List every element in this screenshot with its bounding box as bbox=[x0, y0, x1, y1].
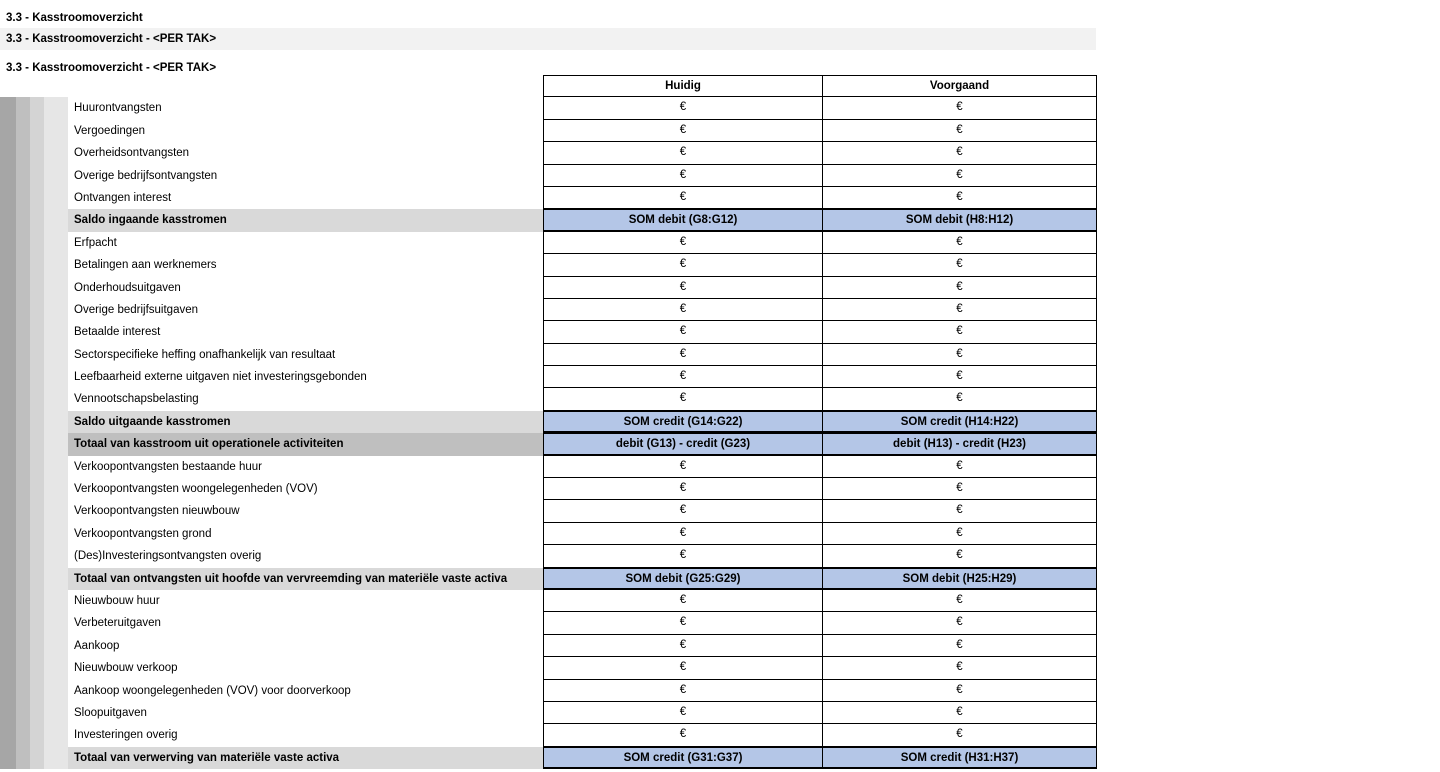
row-label[interactable]: Verkoopontvangsten nieuwbouw bbox=[68, 500, 543, 522]
current-value-cell[interactable]: € bbox=[543, 299, 822, 321]
previous-value-cell[interactable]: € bbox=[822, 299, 1097, 321]
current-value-cell[interactable]: € bbox=[543, 321, 822, 343]
total-row bbox=[68, 747, 1097, 769]
current-value-cell[interactable]: € bbox=[543, 612, 822, 634]
row-label[interactable]: Overheidsontvangsten bbox=[68, 142, 543, 164]
sheet-title: 3.3 - Kasstroomoverzicht bbox=[6, 12, 143, 24]
row-label[interactable]: Vergoedingen bbox=[68, 120, 543, 142]
current-value-cell[interactable]: € bbox=[543, 165, 822, 187]
row-label[interactable]: Vennootschapsbelasting bbox=[68, 388, 543, 410]
total-row bbox=[68, 209, 1097, 231]
table-row bbox=[68, 277, 1097, 299]
table-row bbox=[68, 545, 1097, 567]
row-label[interactable]: Totaal van kasstroom uit operationele activiteiten bbox=[68, 433, 543, 455]
row-label[interactable]: Betalingen aan werknemers bbox=[68, 254, 543, 276]
header-label-cell bbox=[68, 75, 543, 97]
table-row bbox=[68, 456, 1097, 478]
total-row bbox=[68, 411, 1097, 433]
current-value-cell[interactable]: € bbox=[543, 366, 822, 388]
table-row bbox=[68, 97, 1097, 119]
cashflow-table bbox=[68, 75, 1097, 769]
outline-level-2-bar[interactable] bbox=[16, 97, 30, 769]
table-row bbox=[68, 344, 1097, 366]
table-row bbox=[68, 680, 1097, 702]
table-title: 3.3 - Kasstroomoverzicht - <PER TAK> bbox=[6, 62, 217, 74]
table-body bbox=[68, 97, 1097, 769]
row-label[interactable]: Sloopuitgaven bbox=[68, 702, 543, 724]
previous-value-cell[interactable]: € bbox=[822, 478, 1097, 500]
row-label[interactable]: Verkoopontvangsten bestaande huur bbox=[68, 456, 543, 478]
row-label[interactable]: Nieuwbouw verkoop bbox=[68, 657, 543, 679]
table-row bbox=[68, 388, 1097, 410]
row-label[interactable]: Aankoop bbox=[68, 635, 543, 657]
previous-value-cell[interactable]: SOM credit (H14:H22) bbox=[822, 411, 1097, 433]
row-label[interactable]: Leefbaarheid externe uitgaven niet investeringsgebonden bbox=[68, 366, 543, 388]
outline-level-4-bar[interactable] bbox=[44, 97, 68, 769]
row-label[interactable]: Sectorspecifieke heffing onafhankelijk van resultaat bbox=[68, 344, 543, 366]
table-row bbox=[68, 612, 1097, 634]
table-row bbox=[68, 142, 1097, 164]
current-value-cell[interactable]: € bbox=[543, 388, 822, 410]
table-row bbox=[68, 321, 1097, 343]
current-value-cell[interactable]: € bbox=[543, 232, 822, 254]
row-label[interactable]: Ontvangen interest bbox=[68, 187, 543, 209]
row-label[interactable]: Aankoop woongelegenheden (VOV) voor doorverkoop bbox=[68, 680, 543, 702]
previous-value-cell[interactable]: € bbox=[822, 702, 1097, 724]
previous-value-cell[interactable]: € bbox=[822, 321, 1097, 343]
table-row bbox=[68, 500, 1097, 522]
table-row bbox=[68, 635, 1097, 657]
header-row bbox=[68, 75, 1097, 97]
current-value-cell[interactable]: € bbox=[543, 97, 822, 119]
previous-value-cell[interactable]: € bbox=[822, 142, 1097, 164]
total-row bbox=[68, 568, 1097, 590]
current-value-cell[interactable]: € bbox=[543, 635, 822, 657]
sheet-subtitle: 3.3 - Kasstroomoverzicht - <PER TAK> bbox=[0, 28, 1096, 50]
row-label[interactable]: Erfpacht bbox=[68, 232, 543, 254]
previous-value-cell[interactable]: € bbox=[822, 277, 1097, 299]
column-header-previous[interactable]: Voorgaand bbox=[822, 75, 1097, 97]
row-label[interactable]: Huurontvangsten bbox=[68, 97, 543, 119]
current-value-cell[interactable]: € bbox=[543, 680, 822, 702]
current-value-cell[interactable]: € bbox=[543, 187, 822, 209]
previous-value-cell[interactable]: debit (H13) - credit (H23) bbox=[822, 433, 1097, 455]
table-row bbox=[68, 523, 1097, 545]
table-row bbox=[68, 254, 1097, 276]
row-label[interactable]: Overige bedrijfsontvangsten bbox=[68, 165, 543, 187]
current-value-cell[interactable]: € bbox=[543, 344, 822, 366]
previous-value-cell[interactable]: € bbox=[822, 545, 1097, 567]
previous-value-cell[interactable]: SOM debit (H8:H12) bbox=[822, 209, 1097, 231]
previous-value-cell[interactable]: € bbox=[822, 456, 1097, 478]
row-label[interactable]: Onderhoudsuitgaven bbox=[68, 277, 543, 299]
row-label[interactable]: Nieuwbouw huur bbox=[68, 590, 543, 612]
previous-value-cell[interactable]: € bbox=[822, 500, 1097, 522]
previous-value-cell[interactable]: € bbox=[822, 657, 1097, 679]
previous-value-cell[interactable]: € bbox=[822, 187, 1097, 209]
row-label[interactable]: Verkoopontvangsten woongelegenheden (VOV) bbox=[68, 478, 543, 500]
previous-value-cell[interactable]: € bbox=[822, 612, 1097, 634]
previous-value-cell[interactable]: € bbox=[822, 165, 1097, 187]
previous-value-cell[interactable]: € bbox=[822, 590, 1097, 612]
table-row bbox=[68, 232, 1097, 254]
row-label[interactable]: Betaalde interest bbox=[68, 321, 543, 343]
row-label[interactable]: Verkoopontvangsten grond bbox=[68, 523, 543, 545]
previous-value-cell[interactable]: € bbox=[822, 120, 1097, 142]
current-value-cell[interactable]: € bbox=[543, 724, 822, 746]
current-value-cell[interactable]: € bbox=[543, 456, 822, 478]
table-row bbox=[68, 657, 1097, 679]
row-label[interactable]: Totaal van ontvangsten uit hoofde van vervreemding van materiële vaste activa bbox=[68, 568, 543, 590]
outline-level-3-bar[interactable] bbox=[30, 97, 44, 769]
table-row bbox=[68, 366, 1097, 388]
current-value-cell[interactable]: SOM credit (G31:G37) bbox=[543, 747, 822, 769]
current-value-cell[interactable]: SOM credit (G14:G22) bbox=[543, 411, 822, 433]
current-value-cell[interactable]: € bbox=[543, 478, 822, 500]
table-row bbox=[68, 702, 1097, 724]
current-value-cell[interactable]: € bbox=[543, 142, 822, 164]
previous-value-cell[interactable]: € bbox=[822, 366, 1097, 388]
outline-level-1-bar[interactable] bbox=[0, 97, 16, 769]
previous-value-cell[interactable]: SOM credit (H31:H37) bbox=[822, 747, 1097, 769]
previous-value-cell[interactable]: € bbox=[822, 680, 1097, 702]
current-value-cell[interactable]: debit (G13) - credit (G23) bbox=[543, 433, 822, 455]
previous-value-cell[interactable]: € bbox=[822, 344, 1097, 366]
table-row bbox=[68, 724, 1097, 746]
current-value-cell[interactable]: € bbox=[543, 657, 822, 679]
previous-value-cell[interactable]: € bbox=[822, 254, 1097, 276]
row-label[interactable]: Investeringen overig bbox=[68, 724, 543, 746]
previous-value-cell[interactable]: SOM debit (H25:H29) bbox=[822, 568, 1097, 590]
previous-value-cell[interactable]: € bbox=[822, 388, 1097, 410]
table-row bbox=[68, 590, 1097, 612]
table-row bbox=[68, 478, 1097, 500]
table-row bbox=[68, 299, 1097, 321]
previous-value-cell[interactable]: € bbox=[822, 724, 1097, 746]
current-value-cell[interactable]: € bbox=[543, 120, 822, 142]
row-label[interactable]: Totaal van verwerving van materiële vaste activa bbox=[68, 747, 543, 769]
row-label[interactable]: Saldo ingaande kasstromen bbox=[68, 209, 543, 231]
current-value-cell[interactable]: € bbox=[543, 590, 822, 612]
current-value-cell[interactable]: € bbox=[543, 500, 822, 522]
current-value-cell[interactable]: € bbox=[543, 545, 822, 567]
row-label[interactable]: Overige bedrijfsuitgaven bbox=[68, 299, 543, 321]
current-value-cell[interactable]: € bbox=[543, 523, 822, 545]
current-value-cell[interactable]: € bbox=[543, 702, 822, 724]
current-value-cell[interactable]: € bbox=[543, 254, 822, 276]
previous-value-cell[interactable]: € bbox=[822, 232, 1097, 254]
previous-value-cell[interactable]: € bbox=[822, 97, 1097, 119]
column-header-current[interactable]: Huidig bbox=[543, 75, 822, 97]
row-label[interactable]: Verbeteruitgaven bbox=[68, 612, 543, 634]
current-value-cell[interactable]: SOM debit (G8:G12) bbox=[543, 209, 822, 231]
table-row bbox=[68, 165, 1097, 187]
current-value-cell[interactable]: € bbox=[543, 277, 822, 299]
previous-value-cell[interactable]: € bbox=[822, 635, 1097, 657]
total-row bbox=[68, 433, 1097, 455]
current-value-cell[interactable]: SOM debit (G25:G29) bbox=[543, 568, 822, 590]
row-label[interactable]: (Des)Investeringsontvangsten overig bbox=[68, 545, 543, 567]
table-row bbox=[68, 187, 1097, 209]
row-label[interactable]: Saldo uitgaande kasstromen bbox=[68, 411, 543, 433]
table-row bbox=[68, 120, 1097, 142]
previous-value-cell[interactable]: € bbox=[822, 523, 1097, 545]
